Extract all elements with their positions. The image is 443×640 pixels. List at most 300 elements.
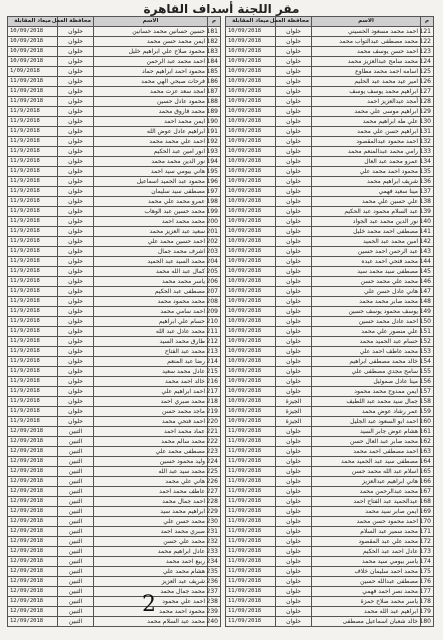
- interview-date: 11/9/2018: [8, 347, 58, 357]
- table-row: [8, 277, 221, 287]
- governorate: حلوان: [276, 537, 312, 547]
- governorate: حلوان: [58, 127, 94, 137]
- table-row: [226, 467, 434, 477]
- row-number: 125: [421, 67, 434, 77]
- interview-date: 10/09/2018: [226, 417, 276, 427]
- table-row: [8, 467, 221, 477]
- person-name: علي حسين علي محمد: [312, 197, 421, 207]
- governorate: التبين: [58, 487, 94, 497]
- person-name: علي منصور علي محمد: [312, 327, 421, 337]
- person-name: أمجد عبدالعزيز احمد: [312, 97, 421, 107]
- governorate: حلوان: [58, 397, 94, 407]
- interview-date: 10/09/2018: [226, 317, 276, 327]
- governorate: التبين: [58, 567, 94, 577]
- person-name: عبدالحميد عبد الفتاح احمد: [312, 497, 421, 507]
- table-row: [8, 367, 221, 377]
- governorate: حلوان: [276, 377, 312, 387]
- interview-date: 10/09/2018: [226, 57, 276, 67]
- table-row: [8, 487, 221, 497]
- person-name: محمد جمال محمد: [94, 587, 208, 597]
- governorate: التبين: [58, 577, 94, 587]
- row-number: 237: [208, 587, 221, 597]
- governorate: التبين: [58, 467, 94, 477]
- row-number: 141: [421, 227, 434, 237]
- governorate: حلوان: [58, 387, 94, 397]
- governorate: حلوان: [276, 297, 312, 307]
- governorate: حلوان: [276, 307, 312, 317]
- table-row: [226, 37, 434, 47]
- person-name: خالد شعبان اسماعيل مصطفى: [312, 617, 421, 627]
- table-row: [226, 327, 434, 337]
- table-row: [8, 607, 221, 617]
- person-name: امجد سعد عزت محمد: [94, 87, 208, 97]
- interview-date: 10/09/2018: [226, 27, 276, 37]
- governorate: حلوان: [58, 347, 94, 357]
- interview-date: 10/09/2018: [226, 187, 276, 197]
- row-number: 196: [208, 177, 221, 187]
- interview-date: 10/09/2018: [226, 87, 276, 97]
- person-name: مصطفى سيد سليمان: [94, 187, 208, 197]
- governorate: حلوان: [276, 287, 312, 297]
- person-name: مصطفى عبد الحكيم: [94, 287, 208, 297]
- table-header-row: [8, 17, 221, 27]
- governorate: حلوان: [58, 287, 94, 297]
- table-row: [226, 227, 434, 237]
- interview-date: 10/09/2018: [226, 137, 276, 147]
- governorate: حلوان: [276, 327, 312, 337]
- table-row: [226, 167, 434, 177]
- row-number: 162: [421, 437, 434, 447]
- interview-date: 11/9/2018: [8, 267, 58, 277]
- table-row: [8, 297, 221, 307]
- person-name: اسامه احمد محمد مطاوع: [312, 67, 421, 77]
- page-title: مقر اللجنة أسداف القاهرة: [143, 2, 300, 16]
- header-date: ميعاد المقابلة: [226, 17, 276, 27]
- row-number: 201: [208, 227, 221, 237]
- interview-date: 10/09/2018: [226, 127, 276, 137]
- table-row: [226, 447, 434, 457]
- table-row: [226, 517, 434, 527]
- interview-date: 10/09/2018: [226, 227, 276, 237]
- interview-date: 10/09/2018: [226, 37, 276, 47]
- interview-date: 11/9/2018: [8, 417, 58, 427]
- governorate: حلوان: [276, 207, 312, 217]
- person-name: ياسر محمد محمد: [94, 277, 208, 287]
- governorate: حلوان: [276, 557, 312, 567]
- governorate: حلوان: [58, 87, 94, 97]
- table-row: [8, 207, 221, 217]
- table-row: [8, 577, 221, 587]
- governorate: التبين: [58, 527, 94, 537]
- person-name: محمود عبد الحميد اسماعيل: [94, 177, 208, 187]
- person-name: هاني بيومي سيد احمد: [94, 167, 208, 177]
- governorate: حلوان: [276, 107, 312, 117]
- header-num: م: [208, 17, 221, 27]
- interview-date: 10/09/2018: [226, 287, 276, 297]
- person-name: مصطفى سيد عبد الحميد محمد: [312, 457, 421, 467]
- governorate: حلوان: [276, 227, 312, 237]
- interview-date: 11/9/2018: [8, 187, 58, 197]
- interview-date: 11/09/2018: [8, 77, 58, 87]
- person-name: عمرو محمد علي محمد: [94, 197, 208, 207]
- interview-date: 11/9/2018: [8, 337, 58, 347]
- interview-date: 11/09/2018: [226, 477, 276, 487]
- table-row: [8, 137, 221, 147]
- governorate: حلوان: [276, 477, 312, 487]
- person-name: محمد فتحي احمد عبده: [312, 257, 421, 267]
- table-row: [226, 87, 434, 97]
- interview-date: 10/09/2018: [226, 277, 276, 287]
- row-number: 172: [421, 537, 434, 547]
- header-name: الاسم: [94, 17, 208, 27]
- interview-date: 12/09/2018: [8, 477, 58, 487]
- row-number: 146: [421, 277, 434, 287]
- governorate: التبين: [58, 437, 94, 447]
- person-name: احمد حسن يوسف محمد: [312, 47, 421, 57]
- interview-date: 12/09/2018: [8, 597, 58, 607]
- row-number: 177: [421, 587, 434, 597]
- governorate: حلوان: [58, 37, 94, 47]
- row-number: 166: [421, 477, 434, 487]
- header-gov: محافظة العمل: [58, 17, 94, 27]
- person-name: ابراهيم موسى علي محمد: [312, 107, 421, 117]
- governorate: حلوان: [276, 427, 312, 437]
- table-row: [8, 237, 221, 247]
- person-name: خالد احمد محمد: [94, 377, 208, 387]
- governorate: حلوان: [276, 527, 312, 537]
- interview-date: 10/09/2018: [226, 407, 276, 417]
- person-name: ياسر محمد صلاح حمزة: [312, 597, 421, 607]
- table-row: [8, 287, 221, 297]
- row-number: 209: [208, 307, 221, 317]
- table-row: [226, 397, 434, 407]
- interview-date: 11/9/2018: [8, 387, 58, 397]
- person-name: طارق محمد السيد: [94, 337, 208, 347]
- header-num: م: [421, 17, 434, 27]
- table-row: [8, 527, 221, 537]
- governorate: حلوان: [276, 197, 312, 207]
- row-number: 233: [208, 547, 221, 557]
- person-name: محمد علي محمد حسن: [312, 277, 421, 287]
- header-date: ميعاد المقابلة: [8, 17, 58, 27]
- table-row: [226, 187, 434, 197]
- table-row: [8, 77, 221, 87]
- person-name: محمد السيد عبد الحميد: [94, 257, 208, 267]
- table-row: [226, 217, 434, 227]
- interview-date: 11/9/2018: [8, 247, 58, 257]
- table-row: [226, 57, 434, 67]
- governorate: حلوان: [276, 217, 312, 227]
- person-name: محمد سمير عبد السلام: [312, 527, 421, 537]
- row-number: 231: [208, 527, 221, 537]
- person-name: محمود عادل حسين: [94, 97, 208, 107]
- person-name: محمد سامح عبدالعزيز محمد: [312, 57, 421, 67]
- interview-date: 11/09/2018: [226, 507, 276, 517]
- interview-date: 11/09/2018: [226, 517, 276, 527]
- table-row: [226, 437, 434, 447]
- row-number: 127: [421, 87, 434, 97]
- table-row: [226, 317, 434, 327]
- row-number: 158: [421, 397, 434, 407]
- table-row: [8, 27, 221, 37]
- row-number: 153: [421, 347, 434, 357]
- interview-date: 11/9/2018: [8, 377, 58, 387]
- table-row: [226, 157, 434, 167]
- table-row: [8, 427, 221, 437]
- governorate: حلوان: [276, 567, 312, 577]
- governorate: الجيزة: [276, 407, 312, 417]
- governorate: حلوان: [276, 147, 312, 157]
- governorate: حلوان: [276, 347, 312, 357]
- person-name: عبد الرحمن احمد حسين: [312, 247, 421, 257]
- table-row: [8, 187, 221, 197]
- row-number: 205: [208, 267, 221, 277]
- governorate: حلوان: [276, 67, 312, 77]
- interview-date: 11/9/2018: [8, 327, 58, 337]
- governorate: حلوان: [276, 187, 312, 197]
- person-name: محمد حسين عبد الوهاب: [94, 207, 208, 217]
- governorate: الجيزة: [276, 417, 312, 427]
- row-number: 123: [421, 47, 434, 57]
- governorate: حلوان: [276, 497, 312, 507]
- governorate: حلوان: [58, 237, 94, 247]
- governorate: حلوان: [276, 617, 312, 627]
- row-number: 121: [421, 27, 434, 37]
- row-number: 234: [208, 557, 221, 567]
- table-row: [226, 607, 434, 617]
- interview-date: 11/09/2018: [226, 547, 276, 557]
- row-number: 216: [208, 377, 221, 387]
- table-row: [226, 107, 434, 117]
- interview-date: 10/09/2018: [226, 117, 276, 127]
- table-row: [226, 77, 434, 87]
- table-row: [226, 27, 434, 37]
- table-row: [226, 197, 434, 207]
- interview-date: 11/09/2018: [226, 587, 276, 597]
- row-number: 133: [421, 147, 434, 157]
- interview-date: 10/09/2018: [226, 67, 276, 77]
- row-number: 171: [421, 527, 434, 537]
- table-row: [226, 407, 434, 417]
- person-name: حسام عبد الحميد محمد: [312, 337, 421, 347]
- table-row: [226, 267, 434, 277]
- governorate: حلوان: [276, 27, 312, 37]
- interview-date: 12/09/2018: [8, 607, 58, 617]
- person-name: مينا سعيد فهمي: [312, 187, 421, 197]
- governorate: حلوان: [276, 517, 312, 527]
- table-row: [226, 237, 434, 247]
- person-name: محمود احمد محمد: [94, 607, 208, 617]
- row-number: 160: [421, 417, 434, 427]
- interview-date: 10/09/2018: [226, 157, 276, 167]
- row-number: 198: [208, 197, 221, 207]
- person-name: محمد سيد عبد الله: [94, 467, 208, 477]
- interview-date: 12/09/2018: [8, 577, 58, 587]
- row-number: 136: [421, 177, 434, 187]
- person-name: محمود احمد محمد علي: [312, 167, 421, 177]
- interview-date: 11/09/2018: [226, 437, 276, 447]
- table-row: [8, 327, 221, 337]
- interview-date: 12/09/2018: [8, 617, 58, 627]
- person-name: محمد عبد السلام محمد: [94, 617, 208, 627]
- table-row: [8, 497, 221, 507]
- table-row: [226, 67, 434, 77]
- table-row: [226, 247, 434, 257]
- row-number: 161: [421, 427, 434, 437]
- person-name: عبد السلام محمود عبد الحكيم: [312, 207, 421, 217]
- table-row: [8, 457, 221, 467]
- row-number: 193: [208, 147, 221, 157]
- governorate: حلوان: [58, 217, 94, 227]
- interview-date: 11/9/2018: [8, 297, 58, 307]
- table-row: [226, 417, 434, 427]
- table-row: [226, 377, 434, 387]
- governorate: حلوان: [276, 467, 312, 477]
- row-number: 185: [208, 67, 221, 77]
- interview-date: 11/09/2018: [8, 87, 58, 97]
- table-row: [8, 477, 221, 487]
- table-row: [226, 297, 434, 307]
- person-name: امير عيد محمد عبد الحليم: [312, 77, 421, 87]
- person-name: احمد محمد مسعود الحسيني: [312, 27, 421, 37]
- governorate: حلوان: [58, 227, 94, 237]
- table-row: [8, 407, 221, 417]
- person-name: نور الدين محمد محمد: [94, 157, 208, 167]
- row-number: 179: [421, 607, 434, 617]
- row-number: 180: [421, 617, 434, 627]
- interview-date: 10/09/2018: [226, 397, 276, 407]
- person-name: امين محمد عبد الحميد: [312, 237, 421, 247]
- table-row: [8, 157, 221, 167]
- row-number: 134: [421, 157, 434, 167]
- person-name: محمد محمود محمد: [94, 297, 208, 307]
- person-name: محمود صلاح علي ابراهيم خليل: [94, 47, 208, 57]
- table-row: [226, 307, 434, 317]
- interview-date: 11/09/2018: [226, 617, 276, 627]
- interview-date: 10/09/2018: [226, 107, 276, 117]
- governorate: حلوان: [58, 367, 94, 377]
- person-name: احمد ابو السعود عبد الجليل: [312, 417, 421, 427]
- interview-date: 11/9/2018: [8, 117, 58, 127]
- row-number: 140: [421, 217, 434, 227]
- row-number: 175: [421, 567, 434, 577]
- row-number: 181: [208, 27, 221, 37]
- row-number: 228: [208, 497, 221, 507]
- table-row: [8, 357, 221, 367]
- row-number: 225: [208, 467, 221, 477]
- interview-date: 11/9/2018: [8, 407, 58, 417]
- person-name: جمال سيد محمد عبد اللطيف: [312, 397, 421, 407]
- table-row: [226, 257, 434, 267]
- person-name: انور امين عبد الحكيم: [94, 147, 208, 157]
- row-number: 232: [208, 537, 221, 547]
- row-number: 223: [208, 447, 221, 457]
- interview-date: 11/9/2018: [8, 367, 58, 377]
- person-name: احمد سامي محمد: [94, 307, 208, 317]
- row-number: 192: [208, 137, 221, 147]
- interview-date: 11/09/2018: [226, 487, 276, 497]
- row-number: 132: [421, 137, 434, 147]
- governorate: حلوان: [276, 157, 312, 167]
- interview-date: 10/09/2018: [8, 47, 58, 57]
- table-row: [8, 557, 221, 567]
- interview-date: 11/9/2018: [8, 177, 58, 187]
- person-name: محمد صابر محمد محمد: [312, 297, 421, 307]
- governorate: حلوان: [58, 327, 94, 337]
- governorate: حلوان: [58, 277, 94, 287]
- interview-date: 12/09/2018: [8, 557, 58, 567]
- interview-date: 11/9/2018: [8, 307, 58, 317]
- governorate: حلوان: [276, 267, 312, 277]
- table-row: [226, 387, 434, 397]
- governorate: حلوان: [276, 167, 312, 177]
- person-name: سعيد عبد العزيز محمد: [94, 227, 208, 237]
- table-row: [226, 127, 434, 137]
- row-number: 159: [421, 407, 434, 417]
- person-name: محمد عاطف احمد علي: [312, 347, 421, 357]
- governorate: حلوان: [58, 407, 94, 417]
- table-row: [226, 507, 434, 517]
- row-number: 143: [421, 247, 434, 257]
- interview-date: 10/09/2018: [226, 347, 276, 357]
- table-row: [8, 447, 221, 457]
- person-name: ايمن محمد حسن محمد: [94, 37, 208, 47]
- table-row: [8, 597, 221, 607]
- person-name: مصطفى محمد علي: [94, 447, 208, 457]
- person-name: محمد صبري احمد: [94, 397, 208, 407]
- interview-date: 10/09/2018: [226, 337, 276, 347]
- table-row: [226, 547, 434, 557]
- interview-date: 11/9/2018: [8, 397, 58, 407]
- interview-date: 11/09/2018: [8, 97, 58, 107]
- governorate: حلوان: [276, 177, 312, 187]
- interview-date: 10/09/2018: [226, 297, 276, 307]
- row-number: 155: [421, 367, 434, 377]
- person-name: رضا عبد المنعم: [94, 357, 208, 367]
- row-number: 206: [208, 277, 221, 287]
- table-row: [8, 177, 221, 187]
- governorate: حلوان: [58, 267, 94, 277]
- interview-date: 10/09/2018: [8, 37, 58, 47]
- table-row: [226, 47, 434, 57]
- governorate: حلوان: [58, 117, 94, 127]
- row-number: 126: [421, 77, 434, 87]
- governorate: حلوان: [58, 147, 94, 157]
- interview-date: 10/09/2018: [226, 247, 276, 257]
- governorate: حلوان: [58, 297, 94, 307]
- governorate: حلوان: [58, 357, 94, 367]
- governorate: حلوان: [58, 97, 94, 107]
- row-number: 144: [421, 257, 434, 267]
- interview-date: 1/09/2018: [8, 67, 58, 77]
- row-number: 219: [208, 407, 221, 417]
- interview-date: 11/9/2018: [8, 277, 58, 287]
- person-name: هاني ابراهيم عبدالعزيز: [312, 477, 421, 487]
- interview-date: 10/09/2018: [226, 387, 276, 397]
- left-table: [7, 16, 221, 627]
- row-number: 184: [208, 57, 221, 67]
- table-row: [8, 247, 221, 257]
- governorate: التبين: [58, 537, 94, 547]
- interview-date: 12/09/2018: [8, 507, 58, 517]
- row-number: 189: [208, 107, 221, 117]
- person-name: احمد علي محمد محمد: [94, 137, 208, 147]
- person-name: ربيع احمد محمد: [94, 557, 208, 567]
- table-row: [226, 137, 434, 147]
- table-row: [226, 557, 434, 567]
- row-number: 157: [421, 387, 434, 397]
- table-row: [226, 117, 434, 127]
